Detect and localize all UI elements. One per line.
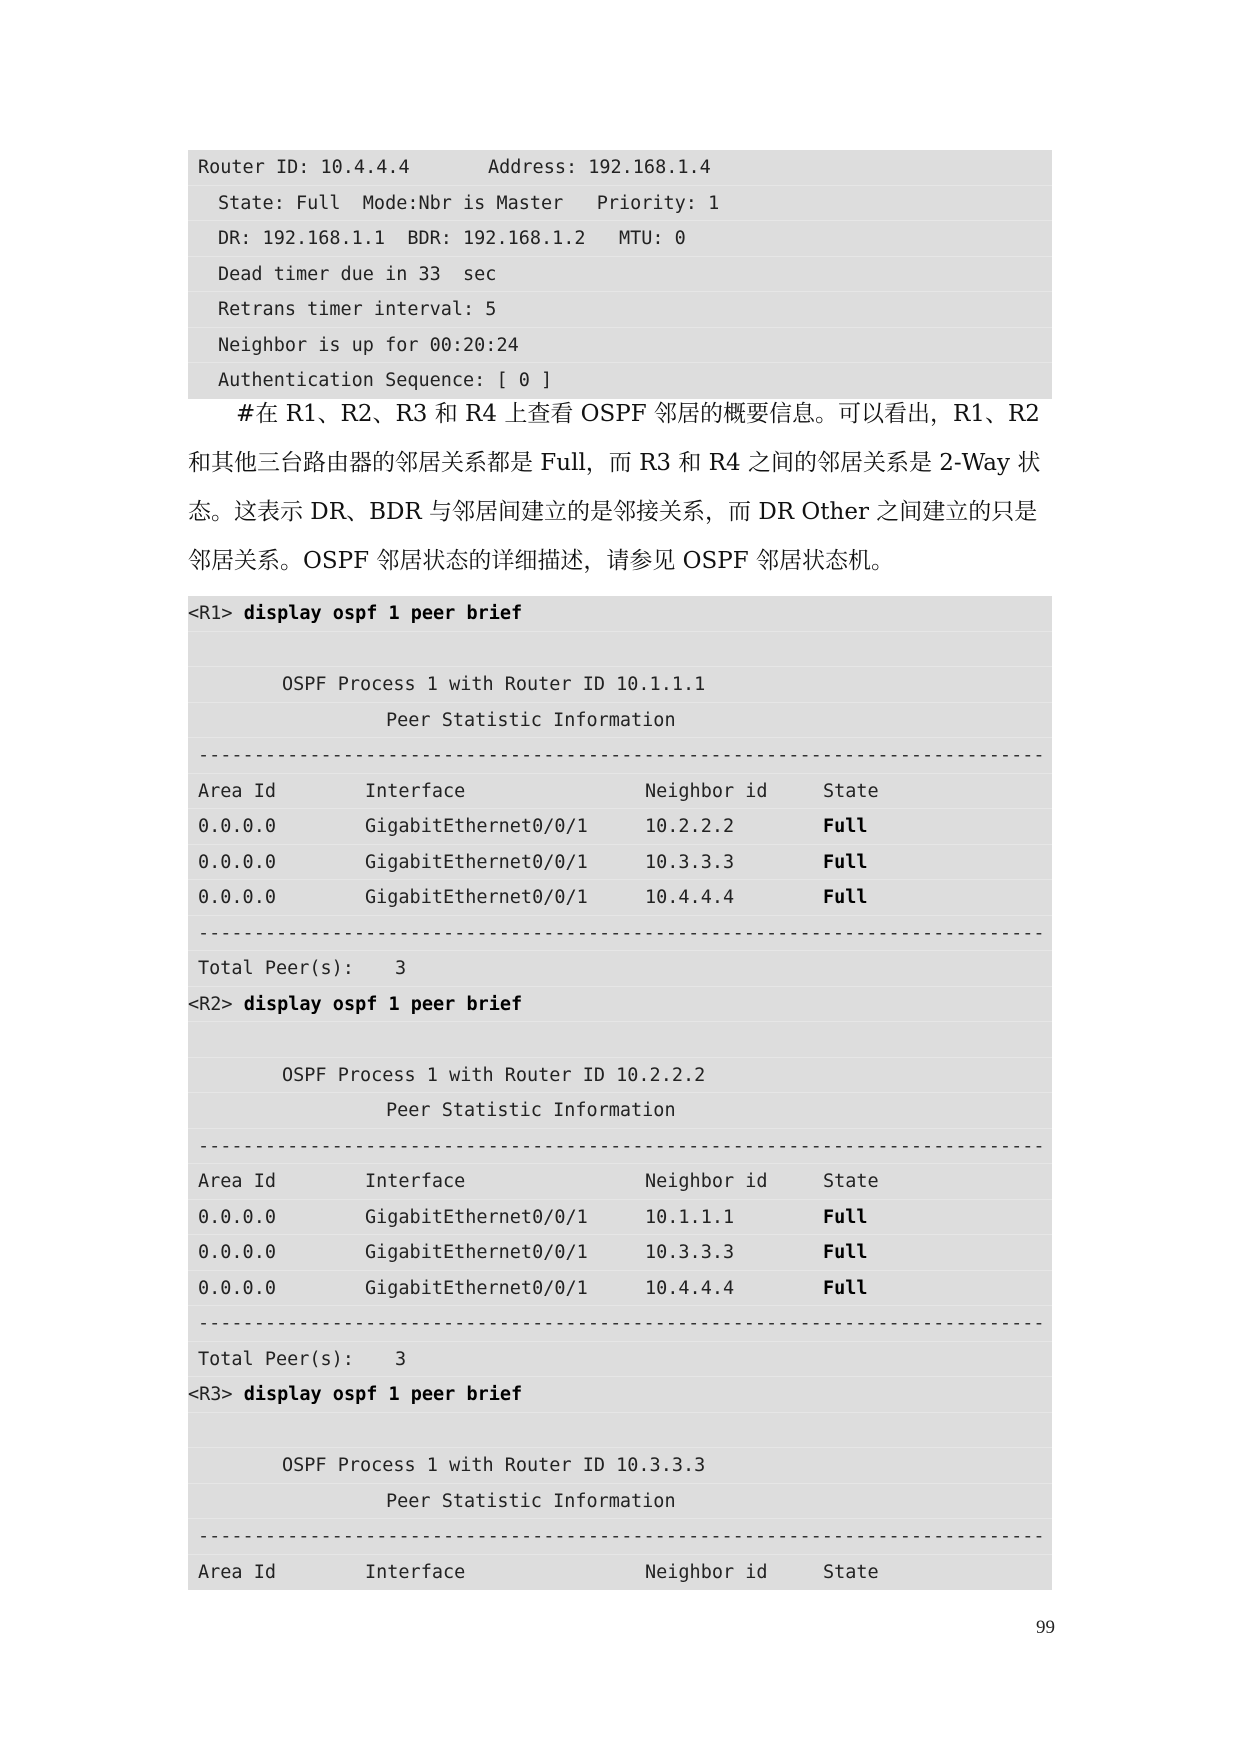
header-interface: Interface (365, 1171, 466, 1192)
process-line: OSPF Process 1 with Router ID 10.3.3.3 (188, 1448, 1052, 1484)
process-line: OSPF Process 1 with Router ID 10.2.2.2 (188, 1058, 1052, 1094)
separator: ---------------------------------------------------------------------------- (188, 916, 1052, 952)
table-row (188, 880, 1052, 916)
blank-line (188, 1022, 1052, 1058)
total-peers-value: 3 (395, 958, 407, 979)
table-row (188, 1235, 1052, 1271)
command-text: display ospf 1 peer brief (243, 603, 523, 624)
area-id-cell: 0.0.0.0 (198, 887, 276, 908)
command-line (188, 596, 1052, 632)
header-neighbor-id: Neighbor id (645, 1171, 768, 1192)
auth-seq-line: Authentication Sequence: [ 0 ] (218, 370, 553, 391)
interface-cell: GigabitEthernet0/0/1 (365, 887, 588, 908)
area-id-cell: 0.0.0.0 (198, 816, 276, 837)
neighbor-id-cell: 10.4.4.4 (645, 1277, 735, 1299)
dr-line: DR: 192.168.1.1 BDR: 192.168.1.2 MTU: 0 (188, 221, 1052, 257)
blank-line (188, 632, 1052, 668)
header-area-id: Area Id (198, 1561, 276, 1583)
address-text: Address: 192.168.1.4 (488, 157, 711, 178)
process-line: OSPF Process 1 with Router ID 10.1.1.1 (188, 667, 1052, 703)
header-area-id: Area Id (198, 780, 276, 802)
command-text: display ospf 1 peer brief (243, 993, 523, 1015)
header-neighbor-id: Neighbor id (645, 1561, 768, 1583)
table-header (188, 1555, 1052, 1591)
interface-cell: GigabitEthernet0/0/1 (365, 816, 588, 837)
command-line (188, 987, 1052, 1023)
header-state: State (823, 1561, 879, 1583)
neighbor-id-cell: 10.3.3.3 (645, 851, 735, 873)
state-cell: Full (823, 816, 868, 837)
state-cell: Full (823, 1242, 868, 1263)
header-neighbor-id: Neighbor id (645, 780, 768, 802)
total-peers-value: 3 (395, 1348, 407, 1370)
table-header (188, 1164, 1052, 1200)
interface-cell: GigabitEthernet0/0/1 (365, 851, 588, 873)
table-row (188, 1200, 1052, 1236)
total-peers-label: Total Peer(s): (198, 1348, 354, 1370)
total-peers-line (188, 1342, 1052, 1378)
router-id-line (188, 150, 1052, 186)
header-state: State (823, 1171, 879, 1192)
interface-cell: GigabitEthernet0/0/1 (365, 1242, 588, 1263)
header-area-id: Area Id (198, 1171, 276, 1192)
separator: ---------------------------------------------------------------------------- (188, 738, 1052, 774)
table-header (188, 774, 1052, 810)
peer-brief-block (188, 596, 1052, 1590)
total-peers-label: Total Peer(s): (198, 958, 354, 979)
command-text: display ospf 1 peer brief (243, 1384, 523, 1405)
neighbor-detail-block (188, 150, 1052, 399)
retrans-line: Retrans timer interval: 5 (188, 292, 1052, 328)
command-line (188, 1377, 1052, 1413)
area-id-cell: 0.0.0.0 (198, 1242, 276, 1263)
body-paragraph: #在 R1、R2、R3 和 R4 上查看 OSPF 邻居的概要信息。可以看出，R1、R2 和其他三台路由器的邻居关系都是 Full，而 R3 和 R4 之间的邻居关系是 2-Way 状态。这表示 DR、BDR 与邻居间建立的是邻接关系，而 DR Other 之间建立的只是邻居关系。OSPF 邻居状态的详细描述，请参见 OSPF 邻居状态机。 (188, 401, 1041, 574)
state-cell: Full (823, 851, 868, 873)
page-number: 99 (1036, 1617, 1055, 1638)
interface-cell: GigabitEthernet0/0/1 (365, 1277, 588, 1299)
total-peers-line (188, 951, 1052, 987)
prompt-text: <R1> (188, 603, 233, 624)
router-id-text: Router ID: 10.4.4.4 (198, 157, 410, 178)
neighbor-id-cell: 10.3.3.3 (645, 1242, 735, 1263)
table-row (188, 845, 1052, 881)
separator: ---------------------------------------------------------------------------- (188, 1306, 1052, 1342)
state-cell: Full (823, 1277, 868, 1299)
header-interface: Interface (365, 780, 466, 802)
stat-line: Peer Statistic Information (188, 1093, 1052, 1129)
table-row (188, 1271, 1052, 1307)
table-row (188, 809, 1052, 845)
stat-line: Peer Statistic Information (188, 703, 1052, 739)
area-id-cell: 0.0.0.0 (198, 851, 276, 873)
area-id-cell: 0.0.0.0 (198, 1206, 276, 1228)
dead-timer-line: Dead timer due in 33 sec (188, 257, 1052, 293)
state-line: State: Full Mode:Nbr is Master Priority: 1 (188, 186, 1052, 222)
header-interface: Interface (365, 1561, 466, 1583)
neighbor-id-cell: 10.4.4.4 (645, 887, 735, 908)
prompt-text: <R3> (188, 1384, 233, 1405)
header-state: State (823, 780, 879, 802)
state-cell: Full (823, 1206, 868, 1228)
separator: ---------------------------------------------------------------------------- (188, 1519, 1052, 1555)
stat-line: Peer Statistic Information (188, 1484, 1052, 1520)
prompt-text: <R2> (188, 993, 233, 1015)
uptime-line: Neighbor is up for 00:20:24 (188, 328, 1052, 364)
area-id-cell: 0.0.0.0 (198, 1277, 276, 1299)
separator: ---------------------------------------------------------------------------- (188, 1129, 1052, 1165)
interface-cell: GigabitEthernet0/0/1 (365, 1206, 588, 1228)
neighbor-id-cell: 10.2.2.2 (645, 816, 735, 837)
neighbor-id-cell: 10.1.1.1 (645, 1206, 735, 1228)
blank-line (188, 1413, 1052, 1449)
state-cell: Full (823, 887, 868, 908)
